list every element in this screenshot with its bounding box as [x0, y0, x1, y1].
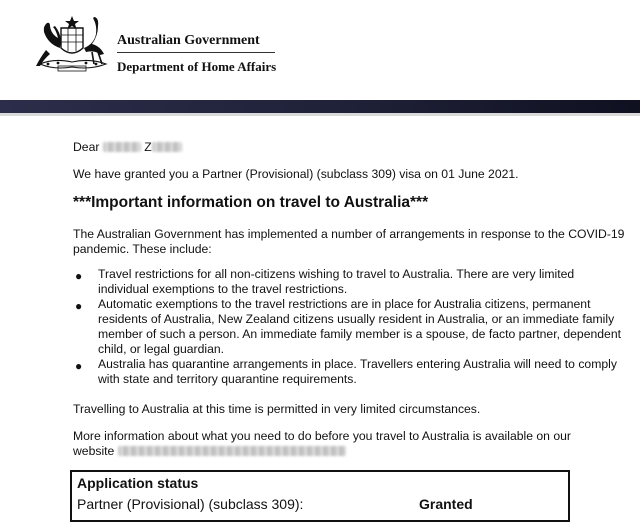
letterhead-divider — [117, 52, 275, 53]
header-bar-shadow — [0, 113, 640, 116]
more-info-text: More information about what you need to do before you travel to Australia is available on our — [73, 429, 571, 443]
list-item: ● Travel restrictions for all non-citizens wishing to travel to Australia. There are very limited individual exemptions to the travel restrictions. — [75, 267, 575, 296]
salutation-prefix: Dear — [73, 140, 100, 154]
redacted-given-name — [103, 142, 141, 152]
status-badge: Granted — [419, 496, 473, 512]
travel-heading: ***Important information on travel to Australia*** — [73, 194, 429, 211]
bullet-icon: ● — [75, 299, 83, 313]
list-item: ● Automatic exemptions to the travel restrictions are in place for Australia citizens, permanent residents of Australia, New Zealand citizens usually resident in Australia, or an immediate family member of such a person. An immediate family member is a spouse, de facto partner, dependent child, or legal guardian. — [75, 297, 621, 356]
header-bar — [0, 100, 640, 113]
status-title: Application status — [77, 475, 199, 491]
coat-of-arms-icon — [34, 14, 110, 74]
redacted-surname — [152, 142, 182, 152]
redacted-website-link — [118, 446, 346, 456]
department-name: Department of Home Affairs — [117, 59, 277, 74]
application-status-box — [70, 470, 570, 522]
salutation — [73, 140, 628, 155]
grant-sentence: We have granted you a Partner (Provisional) (subclass 309) visa on 01 June 2021. — [73, 167, 519, 181]
letterhead — [0, 0, 640, 104]
bullet-icon: ● — [75, 359, 83, 373]
more-info-paragraph — [73, 429, 628, 459]
bullet-list — [73, 267, 628, 387]
travel-note: Travelling to Australia at this time is permitted in very limited circumstances. — [73, 402, 481, 416]
salutation-surname-initial: Z — [144, 140, 152, 154]
intro-paragraph: The Australian Government has implemented a number of arrangements in response to the COVID-19 pandemic. These include: — [73, 227, 625, 256]
website-label: website — [73, 444, 115, 458]
list-item: ● Australia has quarantine arrangements in place. Travellers entering Australia will need to comply with state and territory quarantine requirements. — [75, 357, 617, 386]
status-visa-label: Partner (Provisional) (subclass 309): — [77, 496, 304, 512]
government-name: Australian Government — [117, 33, 260, 48]
bullet-icon: ● — [75, 269, 83, 283]
